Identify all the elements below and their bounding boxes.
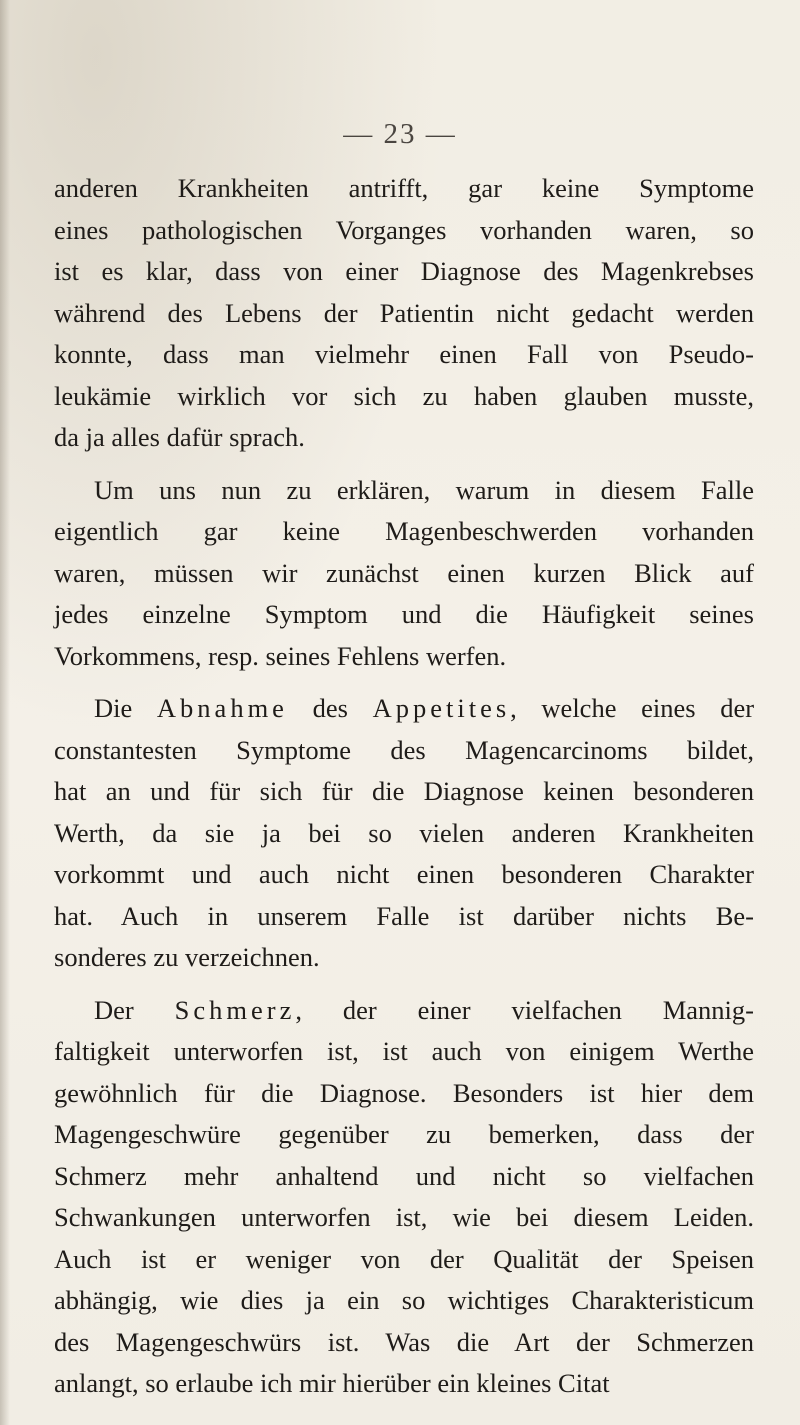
text-line: waren, müssen wir zunächst einen kurzen Blick auf [54,557,754,588]
text-line: Auch ist er weniger von der Qualität der Speisen [54,1243,754,1274]
text-line: anderen Krankheiten antrifft, gar keine Symptome [54,173,754,203]
paragraph-3 [54,688,754,979]
text-line: anlangt, so erlaube ich mir hierüber ein kleines Citat [54,1368,610,1398]
emphasis-appetites: Appetites [372,693,511,723]
text-line: jedes einzelne Symptom und die Häufigkeit seines [54,599,754,629]
text-line: vorkommt und auch nicht einen besonderen Charakter [54,859,754,889]
text-line: constantesten Symptome des Magencarcinoms bildet, [54,734,754,765]
text-line-first [54,688,754,730]
text-line: leukämie wirklich vor sich zu haben glauben musste, [54,380,754,411]
text-line: sonderes zu verzeichnen. [54,942,320,972]
text-line: während des Lebens der Patientin nicht gedacht werden [54,297,754,328]
text-line: Vorkommens, resp. seines Fehlens werfen. [54,640,507,671]
text-line: da ja alles dafür sprach. [54,422,305,452]
text-line: Schmerz mehr anhaltend und nicht so vielfachen [54,1160,754,1191]
text-line: abhängig, wie dies ja ein so wichtiges Charakteristicum [54,1285,754,1315]
emphasis-schmerz: Schmerz [174,994,296,1025]
paragraph-1 [54,168,754,459]
text-fragment: , welche eines der [510,693,755,723]
text-fragment: Die [94,693,133,723]
text-line: Um uns nun zu erklären, warum in diesem Falle [94,474,754,505]
page-number: — 23 — [343,118,457,150]
body-text [54,168,754,1405]
text-line: gewöhnlich für die Diagnose. Besonders ist hier dem [54,1077,754,1108]
paragraph-2 [54,470,754,678]
text-line-first [54,990,754,1032]
text-fragment: des [312,693,348,723]
text-line: Werth, da sie ja bei so vielen anderen Krankheiten [54,817,754,848]
text-line: hat an und für sich für die Diagnose keinen besonderen [54,776,754,806]
text-line: Schwankungen unterworfen ist, wie bei diesem Leiden. [54,1202,754,1232]
text-line: konnte, dass man vielmehr einen Fall von Pseudo- [54,339,754,369]
text-line: eines pathologischen Vorganges vorhanden waren, so [54,214,754,245]
text-line: faltigkeit unterworfen ist, ist auch von einigem Werthe [54,1036,754,1066]
text-line: des Magengeschwürs ist. Was die Art der Schmerzen [54,1326,754,1357]
page-edge-shadow [0,0,10,1425]
paragraph-4 [54,990,754,1405]
emphasis-abnahme: Abnahme [156,693,288,723]
text-fragment: Der [94,994,134,1025]
text-line: eigentlich gar keine Magenbeschwerden vorhanden [54,516,754,546]
text-line: hat. Auch in unserem Falle ist darüber nichts Be- [54,900,754,931]
text-line: Magengeschwüre gegenüber zu bemerken, dass der [54,1119,754,1149]
text-fragment: , der einer vielfachen Mannig- [295,994,754,1025]
text-line: ist es klar, dass von einer Diagnose des Magenkrebses [54,256,754,286]
